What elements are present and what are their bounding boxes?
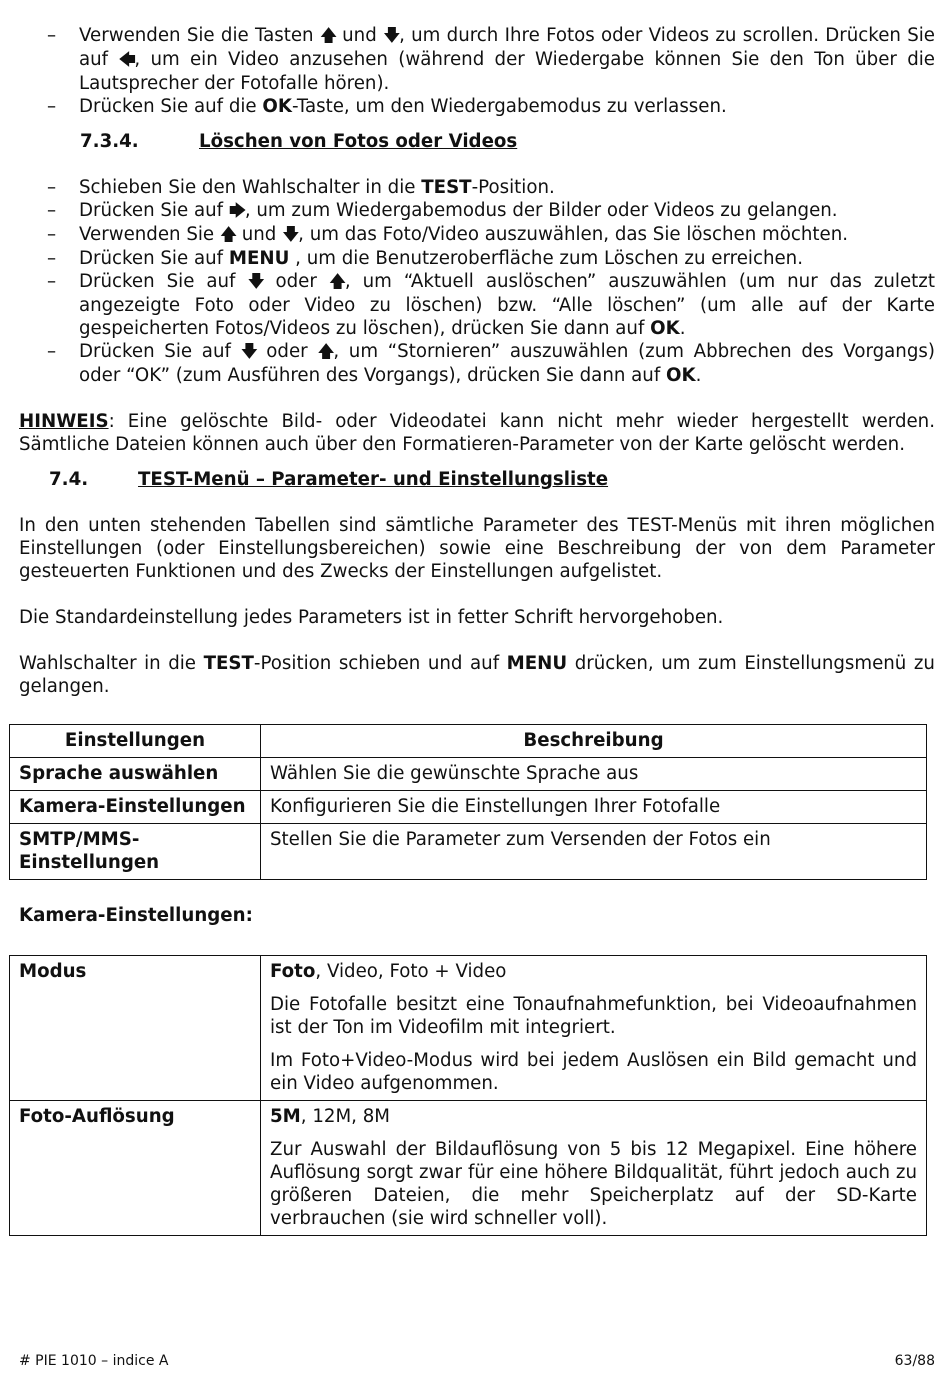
text: Drücken Sie auf die <box>79 96 257 117</box>
page-number: 63/88 <box>894 1353 935 1369</box>
setting-description <box>261 956 927 1101</box>
arrow-left-icon: 🡄 <box>118 50 136 70</box>
setting-description: Konfigurieren Sie die Einstellungen Ihrer Fotofalle <box>261 791 927 824</box>
setting-name: SMTP/MMS-Einstellungen <box>10 824 261 880</box>
setting-name: Sprache auswählen <box>10 758 261 791</box>
note-text: : Eine gelöschte Bild- oder Videodatei kann nicht mehr wieder hergestellt werden. Sämtliche Dateien können auch über den Formatieren-Parameter von der Karte gelöscht werden. <box>19 411 935 455</box>
description-text: Im Foto+Video-Modus wird bei jedem Auslösen ein Bild gemacht und ein Video aufgenommen. <box>270 1050 917 1094</box>
setting-name: Kamera-Einstellungen <box>10 791 261 824</box>
section-title: TEST-Menü – Parameter- und Einstellungsliste <box>138 469 609 490</box>
bold-text: OK <box>666 365 696 386</box>
setting-description: Stellen Sie die Parameter zum Versenden der Fotos ein <box>261 824 927 880</box>
arrow-up-icon: 🡅 <box>317 342 335 362</box>
text: Wahlschalter in die <box>19 653 197 674</box>
other-options: , 12M, 8M <box>300 1106 390 1127</box>
arrow-up-icon: 🡅 <box>219 225 238 245</box>
text: und <box>342 25 377 46</box>
text: oder <box>266 341 308 362</box>
camera-settings-heading: Kamera-Einstellungen: <box>19 905 253 926</box>
list-item <box>19 223 935 247</box>
section-number: 7.3.4. <box>80 131 139 152</box>
description-text: Die Fotofalle besitzt eine Tonaufnahmefunktion, bei Videoaufnahmen ist der Ton im Videofilm mit integriert. <box>270 994 917 1038</box>
text: , um “Stornieren” auszuwählen (zum Abbrechen des Vorgangs) oder “OK” (zum Ausführen des Vorgangs), drücken Sie dann auf <box>79 341 935 386</box>
text: Verwenden Sie <box>79 224 215 245</box>
text: , um die Benutzeroberfläche zum Löschen zu erreichen. <box>295 248 803 269</box>
bold-text: TEST <box>203 653 254 674</box>
text: Drücken Sie auf <box>79 271 236 292</box>
text: Drücken Sie auf <box>79 341 231 362</box>
list-item <box>19 247 935 270</box>
setting-description: Wählen Sie die gewünschte Sprache aus <box>261 758 927 791</box>
bold-text: MENU <box>506 653 568 674</box>
table-row <box>10 956 927 1101</box>
setting-name: Modus <box>10 956 261 1101</box>
list-item <box>19 199 935 223</box>
text: , um zum Wiedergabemodus der Bilder oder Videos zu gelangen. <box>244 200 838 221</box>
arrow-down-icon: 🡇 <box>282 225 300 245</box>
note-paragraph <box>19 410 935 456</box>
default-setting-note: Die Standardeinstellung jedes Parameters ist in fetter Schrift hervorgehoben. <box>19 607 724 628</box>
delete-steps-list <box>19 176 935 387</box>
bold-text: OK <box>262 96 292 117</box>
text: Verwenden Sie die Tasten <box>79 25 314 46</box>
table-row <box>10 1101 927 1236</box>
setting-description <box>261 1101 927 1236</box>
document-id: # PIE 1010 – indice A <box>19 1353 169 1369</box>
bold-text: MENU <box>228 248 290 269</box>
text: -Position. <box>471 177 555 198</box>
bold-text: TEST <box>421 177 472 198</box>
column-header: Beschreibung <box>261 725 927 758</box>
list-item <box>19 24 935 95</box>
text: Schieben Sie den Wahlschalter in die <box>79 177 416 198</box>
camera-settings-table <box>9 955 927 1236</box>
setting-name: Foto-Auflösung <box>10 1101 261 1236</box>
text: . <box>695 365 702 386</box>
table-row <box>10 824 927 880</box>
arrow-down-icon: 🡇 <box>383 26 401 46</box>
other-options: , Video, Foto + Video <box>315 961 507 982</box>
arrow-up-icon: 🡅 <box>319 26 338 46</box>
text: Drücken Sie auf <box>79 248 224 269</box>
arrow-down-icon: 🡇 <box>247 272 265 292</box>
list-item <box>19 95 935 118</box>
document-page <box>19 24 935 1236</box>
intro-paragraph: In den unten stehenden Tabellen sind sämtliche Parameter des TEST-Menüs mit ihren möglichen Einstellungen (oder Einstellungsbereichen) sowie eine Beschreibung der von dem Parameter gesteuerten Funktionen und des Zwecks der Einstellungen aufgelistet. <box>19 515 935 582</box>
text: -Taste, um den Wiedergabemodus zu verlassen. <box>291 96 727 117</box>
arrow-down-icon: 🡇 <box>240 342 259 362</box>
text: , um das Foto/Video auszuwählen, das Sie löschen möchten. <box>298 224 849 245</box>
text: , um “Aktuell auslöschen” auszuwählen (um nur das zuletzt angezeigte Foto oder Video zu löschen) bzw. “Alle löschen” (um alle auf der Karte gespeicherten Fotos/Videos zu löschen), drücken Sie dann auf <box>79 271 935 339</box>
text: Drücken Sie auf <box>79 200 224 221</box>
section-title: Löschen von Fotos oder Videos <box>199 131 518 152</box>
options <box>270 960 917 983</box>
list-item <box>19 176 935 199</box>
list-item <box>19 340 935 387</box>
table-row <box>10 791 927 824</box>
default-option: 5M <box>270 1106 301 1127</box>
table-row <box>10 758 927 791</box>
text: , um durch Ihre Fotos oder Videos zu scrollen. Drücken Sie auf <box>79 25 935 70</box>
settings-overview-table <box>9 724 927 880</box>
text: -Position schieben und auf <box>253 653 500 674</box>
arrow-up-icon: 🡅 <box>328 272 347 292</box>
menu-instruction <box>19 652 935 698</box>
table-header-row <box>10 725 927 758</box>
list-item <box>19 270 935 340</box>
description-text: Zur Auswahl der Bildauflösung von 5 bis 12 Megapixel. Eine höhere Auflösung sorgt zwar für eine höhere Bildqualität, führt jedoch auch zu größeren Dateien, die mehr Speicherplatz auf der SD-Karte verbrauchen (sie wird schneller voll). <box>270 1139 917 1229</box>
text: oder <box>275 271 317 292</box>
section-heading-7-4 <box>49 468 935 491</box>
options <box>270 1105 917 1128</box>
section-number: 7.4. <box>49 469 89 490</box>
text: . <box>679 318 686 339</box>
default-option: Foto <box>270 961 316 982</box>
arrow-right-icon: 🡆 <box>228 201 247 221</box>
column-header: Einstellungen <box>10 725 261 758</box>
text: drücken, um zum Einstellungsmenü zu gelangen. <box>19 653 935 697</box>
section-heading-7-3-4 <box>80 130 935 153</box>
playback-steps-list <box>19 24 935 118</box>
text: , um ein Video anzusehen (während der Wiedergabe können Sie den Ton über die Lautsprecher der Fotofalle hören). <box>79 49 935 94</box>
bold-text: OK <box>650 318 680 339</box>
note-label: HINWEIS <box>19 411 109 432</box>
text: und <box>241 224 277 245</box>
